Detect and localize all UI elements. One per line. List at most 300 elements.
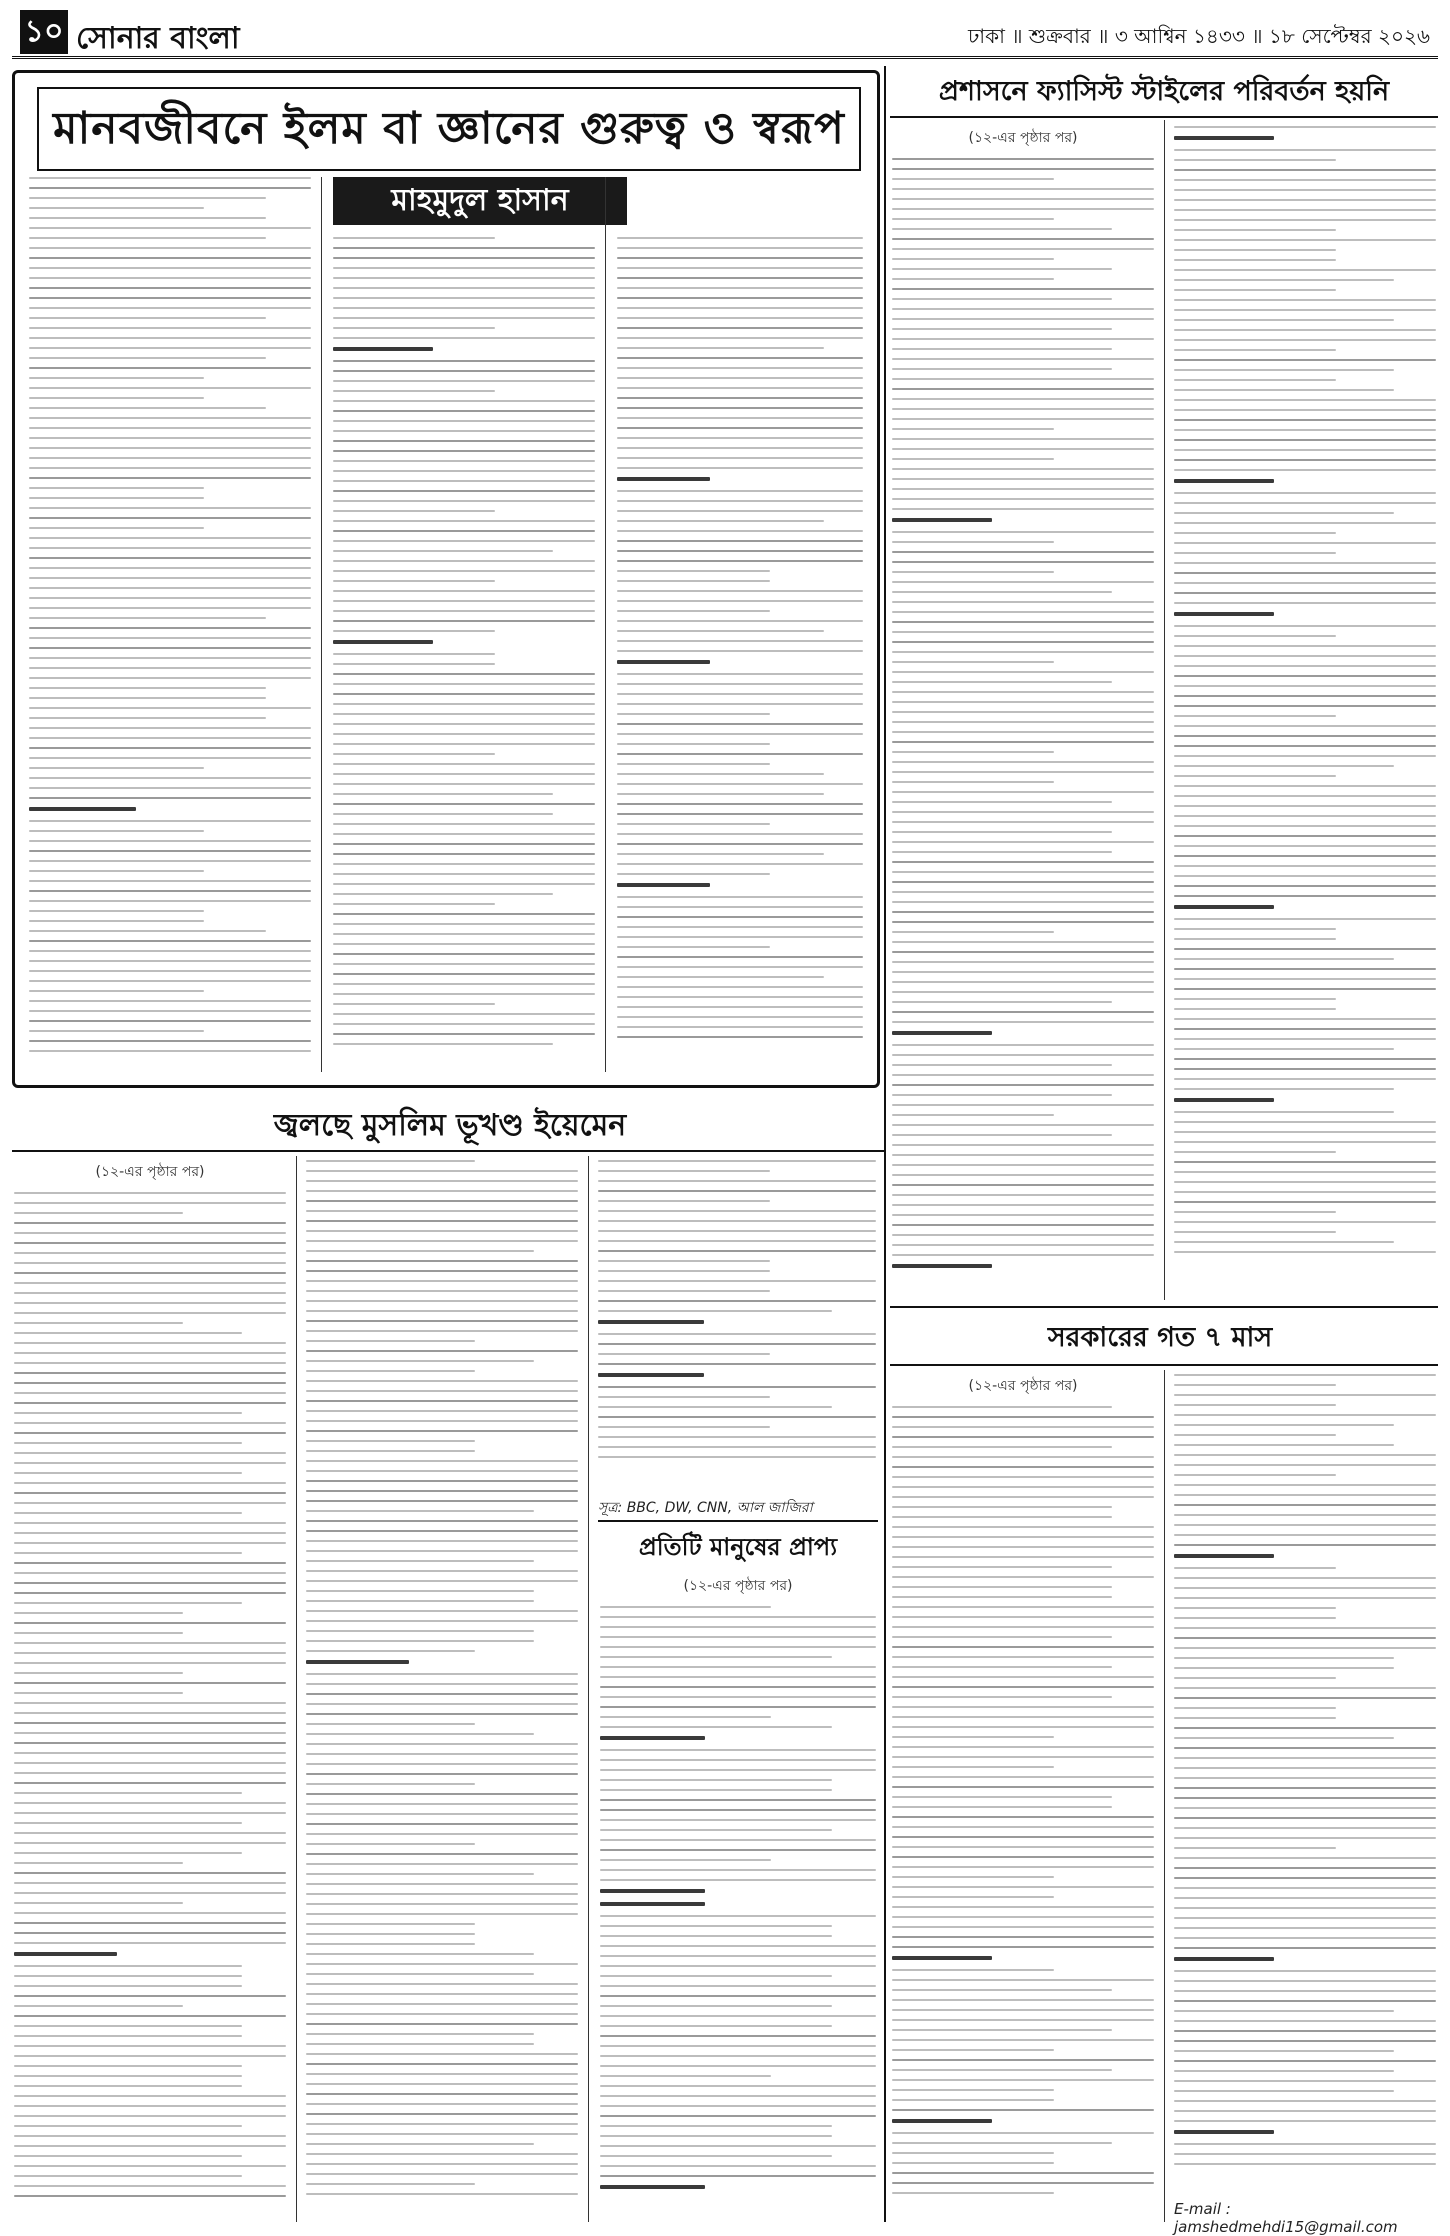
text-line [306, 1360, 534, 1362]
text-line [29, 177, 311, 179]
text-line [14, 1522, 286, 1524]
headline-rule [12, 1150, 884, 1152]
text-line [29, 830, 204, 832]
text-line [333, 953, 595, 955]
text-line [1174, 635, 1336, 637]
text-line [333, 450, 595, 452]
text-line [1174, 522, 1436, 524]
text-line [892, 2079, 1154, 2081]
text-line [14, 1312, 286, 1314]
text-line [14, 1332, 242, 1334]
text-line [333, 753, 495, 755]
text-line [14, 1642, 286, 1644]
text-line [1174, 1544, 1436, 1546]
text-line [29, 287, 311, 289]
text-line [1174, 665, 1436, 667]
subheading [892, 2119, 992, 2123]
text-line [1174, 512, 1394, 514]
text-line [1174, 1647, 1436, 1649]
text-line [1174, 1937, 1436, 1939]
text-line [892, 388, 1154, 390]
text-line [306, 1380, 578, 1382]
text-line [892, 1676, 1154, 1678]
text-line [333, 653, 495, 655]
text-line [306, 2093, 578, 2095]
text-line [306, 1650, 475, 1652]
article-divider [598, 1520, 878, 1522]
text-line [14, 2195, 286, 2197]
text-line [1174, 1737, 1394, 1739]
text-line [14, 1732, 286, 1734]
article-ilm [12, 70, 880, 1088]
text-line [892, 1154, 1154, 1156]
text-line [14, 1192, 286, 1194]
text-line [617, 916, 863, 918]
text-line [29, 1050, 311, 1052]
text-line [892, 1969, 1054, 1971]
text-line [1174, 855, 1436, 857]
text-line [892, 2059, 1154, 2061]
text-line [1174, 369, 1394, 371]
text-line [333, 993, 595, 995]
text-line [1174, 1607, 1336, 1609]
text-line [14, 1362, 286, 1364]
text-line [29, 1030, 204, 1032]
text-line [1174, 269, 1436, 271]
text-line [617, 723, 863, 725]
text-line [892, 1224, 1154, 1226]
text-line [1174, 968, 1436, 970]
text-line [29, 507, 311, 509]
text-line [1174, 2060, 1436, 2062]
text-line [1174, 1887, 1436, 1889]
text-line [14, 1995, 286, 1997]
text-line [600, 1799, 876, 1801]
author-email: E-mail : jamshedmehdi15@gmail.com [1174, 2200, 1398, 2236]
text-line [1174, 1201, 1436, 1203]
text-line [14, 1652, 286, 1654]
text-line [892, 318, 1154, 320]
text-line [892, 308, 1154, 310]
text-line [1174, 1877, 1436, 1879]
text-line [333, 440, 595, 442]
text-line [306, 2123, 578, 2125]
text-line [14, 1302, 286, 1304]
text-line [600, 1955, 876, 1957]
text-line [29, 437, 311, 439]
text-line [600, 2095, 876, 2097]
article-prosason-headline: প্রশাসনে ফ্যাসিস্ট স্টাইলের পরিবর্তন হয়নি [938, 76, 1390, 107]
text-line [892, 2132, 1154, 2134]
text-line [14, 1912, 286, 1914]
text-line [333, 833, 595, 835]
text-line [1174, 745, 1436, 747]
text-line [892, 981, 1154, 983]
text-line [600, 1819, 876, 1821]
text-line [306, 1993, 578, 1995]
text-line [1174, 845, 1436, 847]
text-line [333, 277, 595, 279]
text-line [1174, 2110, 1436, 2112]
text-line [617, 620, 863, 622]
text-line [29, 1010, 311, 1012]
text-line [600, 1606, 771, 1608]
text-line [892, 1204, 1154, 1206]
text-line [598, 1436, 876, 1438]
text-line [1174, 562, 1436, 564]
text-line [306, 1370, 475, 1372]
text-line [333, 923, 595, 925]
text-line [1174, 1211, 1336, 1213]
text-line [892, 1686, 1154, 1688]
text-line [306, 1640, 534, 1642]
text-line [333, 683, 595, 685]
text-line [29, 737, 311, 739]
text-line [598, 1363, 876, 1365]
text-line [617, 437, 863, 439]
text-line [892, 1716, 1154, 1718]
text-line [29, 970, 311, 972]
text-line [14, 2175, 242, 2177]
text-line [617, 427, 863, 429]
text-line [29, 607, 311, 609]
text-line [306, 1350, 578, 1352]
text-line [29, 820, 311, 822]
text-line [333, 713, 595, 715]
text-line [1174, 2153, 1436, 2155]
text-line [306, 1460, 578, 1462]
text-line [598, 1180, 876, 1182]
text-line [1174, 695, 1436, 697]
text-line [892, 2162, 1054, 2164]
text-line [598, 1160, 876, 1162]
text-line [306, 1683, 578, 1685]
text-line [1174, 219, 1436, 221]
text-line [29, 1020, 311, 1022]
text-line [306, 1703, 578, 1705]
text-line [333, 783, 595, 785]
text-line [598, 1396, 770, 1398]
text-line [29, 597, 311, 599]
text-line [600, 1975, 832, 1977]
column-rule [605, 177, 606, 1072]
text-line [600, 1656, 832, 1658]
text-line [14, 1602, 242, 1604]
text-line [306, 1883, 578, 1885]
text-line [617, 986, 863, 988]
text-line [1174, 2143, 1436, 2145]
text-line [892, 1906, 1154, 1908]
text-line [306, 2053, 578, 2055]
text-line [14, 1702, 286, 1704]
text-line [892, 681, 1112, 683]
text-line [14, 1822, 242, 1824]
text-line [892, 1044, 1154, 1046]
text-line [600, 2165, 876, 2167]
text-line [1174, 1384, 1336, 1386]
text-line [892, 641, 1154, 643]
text-line [892, 771, 1154, 773]
text-line [14, 1222, 286, 1224]
text-line [29, 297, 311, 299]
text-line [892, 531, 1154, 533]
text-line [617, 267, 863, 269]
text-line [617, 996, 863, 998]
text-line [29, 787, 311, 789]
text-line [617, 896, 863, 898]
text-line [617, 693, 863, 695]
text-line [598, 1300, 876, 1302]
text-line [29, 840, 311, 842]
text-line [29, 717, 266, 719]
text-line [306, 1693, 578, 1695]
text-line [14, 2145, 286, 2147]
text-line [617, 247, 863, 249]
text-line [892, 971, 1154, 973]
text-line [1174, 492, 1436, 494]
text-line [617, 793, 824, 795]
text-line [600, 1829, 832, 1831]
text-line [29, 910, 204, 912]
section-rule [884, 66, 886, 1306]
text-line [333, 673, 595, 675]
text-line [1174, 885, 1436, 887]
text-line [1174, 1567, 1336, 1569]
subheading [29, 807, 136, 811]
text-line [14, 1372, 286, 1374]
text-line [617, 1016, 863, 1018]
text-line [14, 1472, 242, 1474]
text-line [600, 1626, 876, 1628]
text-line [892, 248, 1154, 250]
text-line [892, 428, 1054, 430]
subheading [1174, 479, 1274, 483]
text-line [617, 1006, 863, 1008]
text-line [306, 1170, 578, 1172]
article-yemen-col-1 [14, 1160, 286, 2218]
text-line [306, 2013, 578, 2015]
text-line [29, 527, 204, 529]
text-line [1174, 1414, 1436, 1416]
text-line [333, 843, 595, 845]
article-ilm-col-3 [617, 237, 863, 1072]
text-line [892, 2172, 1154, 2174]
text-line [29, 227, 311, 229]
text-line [892, 1706, 1154, 1708]
text-line [617, 753, 863, 755]
text-line [1174, 1131, 1436, 1133]
text-line [892, 278, 1054, 280]
text-line [14, 1432, 286, 1434]
text-line [14, 1242, 286, 1244]
text-line [892, 1926, 1154, 1928]
text-line [600, 2155, 832, 2157]
text-line [892, 1244, 1154, 1246]
text-line [892, 1486, 1154, 1488]
text-line [1174, 1171, 1436, 1173]
text-line [333, 500, 595, 502]
text-line [892, 1456, 1154, 1458]
text-line [333, 1013, 595, 1015]
text-line [892, 1846, 1154, 1848]
text-line [1174, 419, 1436, 421]
text-line [1174, 775, 1336, 777]
text-line [1174, 169, 1436, 171]
text-line [1174, 439, 1436, 441]
text-line [617, 803, 863, 805]
text-line [1174, 1524, 1436, 1526]
text-line [1174, 1627, 1436, 1629]
text-line [306, 2073, 578, 2075]
text-line [892, 631, 1154, 633]
text-line [14, 1662, 286, 1664]
text-line [600, 1726, 832, 1728]
text-line [14, 1212, 183, 1214]
text-line [892, 1576, 1154, 1578]
text-line [14, 2125, 242, 2127]
text-line [892, 1876, 1054, 1878]
text-line [29, 677, 311, 679]
text-line [29, 277, 311, 279]
text-line [892, 861, 1154, 863]
text-line [1174, 1857, 1436, 1859]
text-line [306, 2163, 578, 2165]
text-line [1174, 2030, 1436, 2032]
text-line [892, 208, 1154, 210]
text-line [29, 457, 311, 459]
text-line [333, 510, 495, 512]
text-line [306, 1933, 475, 1935]
text-line [1174, 1141, 1436, 1143]
text-line [598, 1250, 876, 1252]
text-line [29, 267, 311, 269]
text-line [14, 1592, 286, 1594]
text-line [617, 1026, 863, 1028]
text-line [14, 1792, 242, 1794]
text-line [892, 1979, 1154, 1981]
text-line [306, 1963, 578, 1965]
text-line [14, 1262, 286, 1264]
text-line [892, 1806, 1112, 1808]
text-line [598, 1230, 876, 1232]
text-line [333, 763, 595, 765]
text-line [306, 1260, 578, 1262]
text-line [1174, 459, 1436, 461]
text-line [333, 963, 595, 965]
text-line [306, 1590, 534, 1592]
text-line [617, 966, 863, 968]
masthead [12, 6, 1438, 59]
text-line [892, 1546, 1154, 1548]
subheading [617, 883, 710, 887]
text-line [1174, 409, 1436, 411]
text-line [892, 801, 1112, 803]
text-line [333, 743, 595, 745]
text-line [1174, 469, 1436, 471]
text-line [892, 741, 1154, 743]
text-line [598, 1426, 770, 1428]
text-line [617, 713, 770, 715]
text-line [1174, 1494, 1436, 1496]
text-line [892, 1436, 1154, 1438]
text-line [306, 2083, 578, 2085]
text-line [892, 1596, 1112, 1598]
text-line [1174, 705, 1436, 707]
text-line [1174, 2120, 1436, 2122]
text-line [600, 1839, 876, 1841]
text-line [892, 1989, 1112, 1991]
column-rule [1164, 120, 1165, 1300]
text-line [306, 1160, 475, 1162]
text-line [14, 1232, 286, 1234]
text-line [29, 497, 204, 499]
text-line [306, 1813, 578, 1815]
text-line [617, 467, 863, 469]
text-line [333, 610, 595, 612]
text-line [1174, 1897, 1436, 1899]
text-line [29, 707, 311, 709]
text-line [29, 567, 311, 569]
text-line [892, 288, 1154, 290]
text-line [892, 1466, 1154, 1468]
headline-rule [890, 1364, 1438, 1366]
text-line [892, 1164, 1154, 1166]
text-line [306, 1863, 578, 1865]
text-line [1174, 1374, 1436, 1376]
subheading [892, 1264, 992, 1268]
subheading [600, 1736, 705, 1740]
text-line [617, 936, 863, 938]
text-line [306, 2023, 578, 2025]
text-line [1174, 1947, 1436, 1949]
text-line [617, 327, 863, 329]
text-line [306, 1520, 578, 1522]
text-line [1174, 199, 1436, 201]
text-line [892, 1526, 1154, 1528]
text-line [617, 703, 863, 705]
text-line [29, 777, 311, 779]
text-line [29, 187, 311, 189]
text-line [29, 900, 311, 902]
text-line [892, 1446, 1112, 1448]
text-line [333, 460, 595, 462]
text-line [1174, 1817, 1436, 1819]
text-line [29, 337, 311, 339]
text-line [892, 1786, 1154, 1788]
text-line [306, 1803, 578, 1805]
text-line [617, 237, 863, 239]
text-line [617, 347, 824, 349]
text-line [306, 2043, 534, 2045]
text-line [14, 2155, 242, 2157]
text-line [333, 733, 595, 735]
text-line [892, 228, 1112, 230]
text-line [1174, 948, 1436, 950]
text-line [306, 1973, 534, 1975]
text-line [1174, 379, 1336, 381]
text-line [14, 2015, 286, 2017]
text-line [14, 1392, 286, 1394]
text-line [1174, 865, 1436, 867]
text-line [29, 667, 311, 669]
text-line [29, 197, 266, 199]
text-line [1174, 1587, 1436, 1589]
text-line [1174, 1727, 1436, 1729]
text-line [892, 841, 1154, 843]
subheading [617, 660, 710, 664]
text-line [306, 1630, 534, 1632]
text-line [29, 1000, 311, 1002]
